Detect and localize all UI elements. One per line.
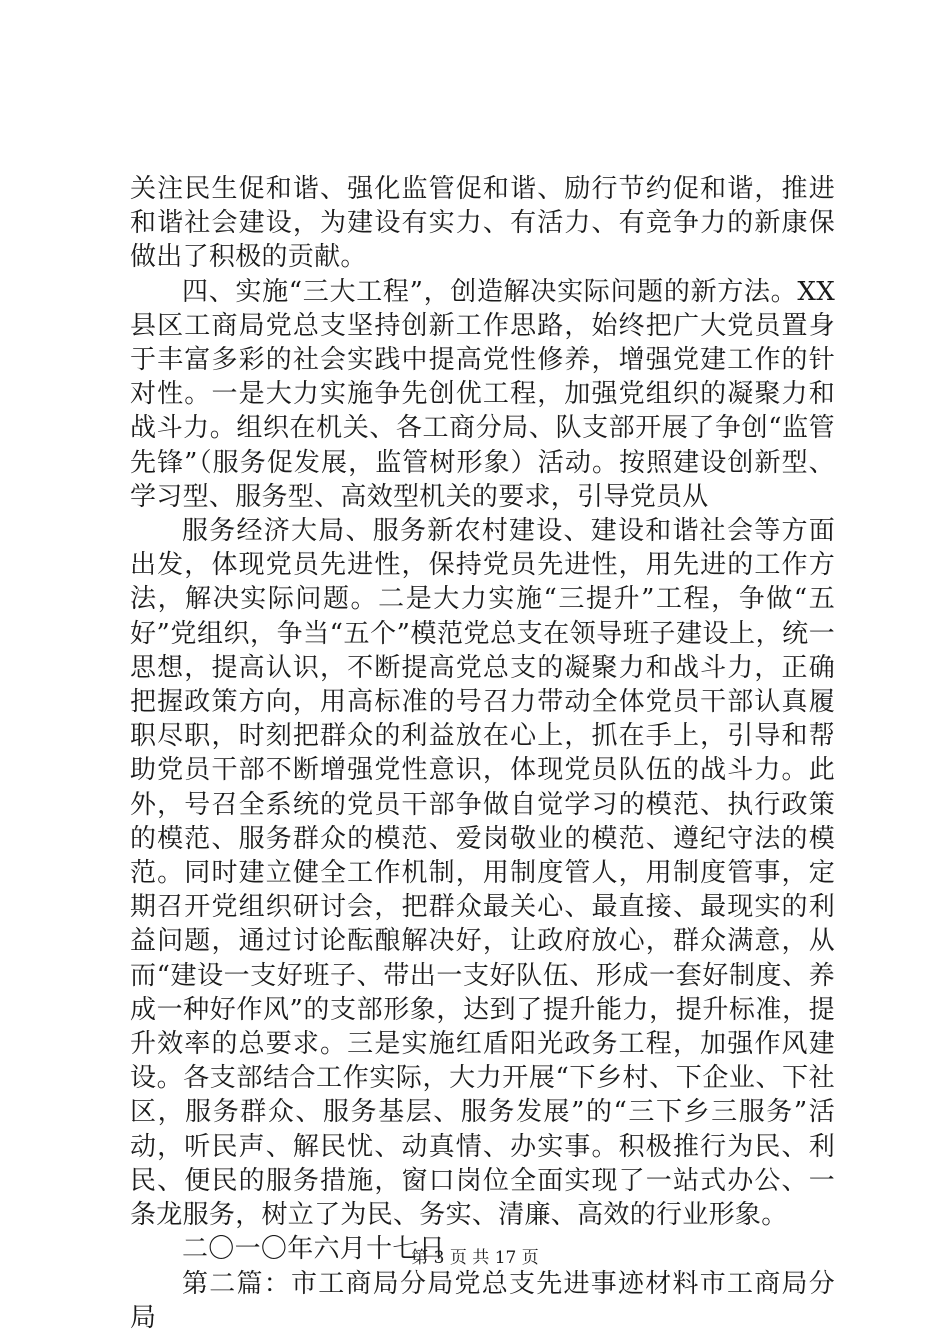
paragraph-date: 二〇一〇年六月十七日: [182, 1234, 446, 1265]
document-body: [130, 172, 835, 1335]
paragraph-service-economy: 服务经济大局、服务新农村建设、建设和谐社会等方面出发，体现党员先进性，保持党员先进性，用先进的工作方法，解决实际问题。二是大力实施“三提升”工程，争做“五好”党组织，争当“五个”模范党总支在领导班子建设上，统一思想，提高认识，不断提高党总支的凝聚力和战斗力，正确把握政策方向，用高标准的号召力带动全体党员干部认真履职尽职，时刻把群众的利益放在心上，抓在手上，引导和帮助党员干部不断增强党性意识，体现党员队伍的战斗力。此外，号召全系统的党员干部争做自觉学习的模范、执行政策的模范、服务群众的模范、爱岗敬业的模范、遵纪守法的模范。同时建立健全工作机制，用制度管人，用制度管事，定期召开党组织研讨会，把群众最关心、最直接、最现实的利益问题，通过讨论酝酿解决好，让政府放心，群众满意，从而“建设一支好班子、带出一支好队伍、形成一套好制度、养成一种好作风”的支部形象，达到了提升能力，提升标准，提升效率的总要求。三是实施红盾阳光政务工程，加强作风建设。各支部结合工作实际，大力开展“下乡村、下企业、下社区，服务群众、服务基层、服务发展”的“三下乡三服务”活动，听民声、解民忧、动真情、办实事。积极推行为民、利民、便民的服务措施，窗口岗位全面实现了一站式办公、一条龙服务，树立了为民、务实、清廉、高效的行业形象。: [130, 516, 835, 1231]
paragraph-continuation: 关注民生促和谐、强化监管促和谐、励行节约促和谐，推进和谐社会建设，为建设有实力、有活力、有竞争力的新康保做出了积极的贡献。: [130, 174, 835, 273]
paragraph-second-article-heading: 第二篇：市工商局分局党总支先进事迹材料市工商局分局: [130, 1268, 835, 1333]
paragraph-section-four: 四、实施“三大工程”，创造解决实际问题的新方法。XX县区工商局党总支坚持创新工作思路，始终把广大党员置身于丰富多彩的社会实践中提高党性修养，增强党建工作的针对性。一是大力实施争先创优工程，加强党组织的凝聚力和战斗力。组织在机关、各工商分局、队支部开展了争创“监管先锋”（服务促发展，监管树形象）活动。按照建设创新型、学习型、服务型、高效型机关的要求，引导党员从: [130, 276, 835, 512]
page-number-footer: 第 3 页 共 17 页: [411, 1248, 539, 1268]
